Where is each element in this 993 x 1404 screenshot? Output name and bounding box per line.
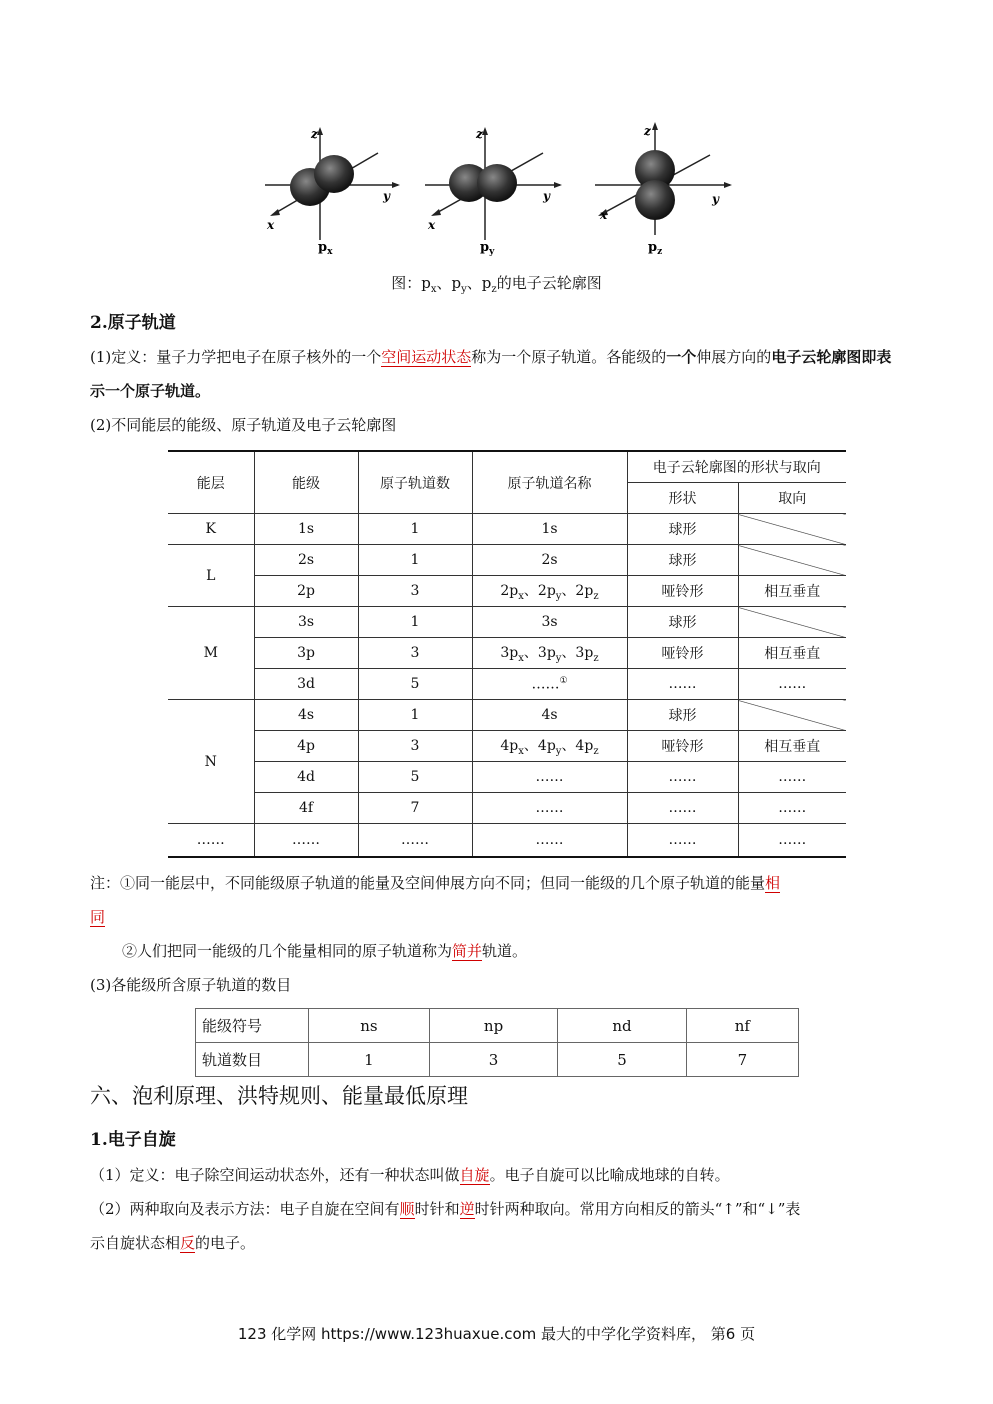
header-cloud: 电子云轮廓图的形状与取向	[627, 451, 846, 483]
page-footer: 123 化学网 https://www.123huaxue.com 最大的中学化学资料库， 第6 页	[237, 1325, 756, 1343]
pz-label: $p_z$	[648, 240, 663, 257]
orbital-table	[168, 450, 846, 858]
svg-text:z: z	[644, 124, 651, 138]
table-row: 能级符号 ns np nd nf	[196, 1009, 799, 1043]
svg-text:z: z	[311, 127, 318, 141]
spin-orientation: （2）两种取向及表示方法：电子自旋在空间有顺时针和逆时针两种取向。常用方向相反的箭头“↑”和“↓”表 示自旋状态相反的电子。	[90, 1200, 801, 1252]
table-row: M 3s 1 3s 球形	[168, 607, 846, 638]
header-orbital-count: 原子轨道数	[358, 451, 472, 514]
svg-text:x: x	[428, 218, 436, 232]
table-row: 3d 5 ……① …… ……	[168, 669, 846, 700]
svg-text:z: z	[476, 127, 483, 141]
header-shape: 形状	[627, 483, 738, 514]
px-diagram	[265, 127, 400, 257]
subsection-3-heading: (3)各能级所含原子轨道的数目	[90, 976, 292, 994]
py-diagram	[425, 127, 562, 257]
note-paragraph: 注：①同一能层中，不同能级原子轨道的能量及空间伸展方向不同；但同一能级的几个原子轨道的能量相 同	[90, 874, 781, 926]
table-row: 轨道数目 1 3 5 7	[196, 1043, 799, 1077]
svg-text:x: x	[600, 208, 608, 222]
header-orientation: 取向	[738, 483, 846, 514]
svg-text:x: x	[267, 218, 275, 232]
note-line-2: ②人们把同一能级的几个能量相同的原子轨道称为简并轨道。	[122, 942, 528, 960]
spin-subtitle: 1.电子自旋	[90, 1130, 176, 1150]
header-shell: 能层	[168, 451, 254, 514]
header-orbital-name: 原子轨道名称	[472, 451, 627, 514]
subsection-2-heading: (2)不同能层的能级、原子轨道及电子云轮廓图	[90, 416, 397, 434]
table-row: 4d 5 …… …… ……	[168, 762, 846, 793]
section-6-title: 六、泡利原理、洪特规则、能量最低原理	[90, 1084, 468, 1108]
p-orbital-figure	[260, 115, 740, 265]
header-sublevel: 能级	[254, 451, 358, 514]
table-row: 4f 7 …… …… ……	[168, 793, 846, 824]
section-2-title: 2.原子轨道	[90, 313, 176, 333]
table-row: 4p 3 $4p_x$、$4p_y$、$4p_z$ 哑铃形 相互垂直	[168, 731, 846, 762]
svg-text:y: y	[543, 189, 550, 203]
orbital-count-table	[195, 1008, 799, 1077]
table-row: 2p 3 $2p_x$、$2p_y$、$2p_z$ 哑铃形 相互垂直	[168, 576, 846, 607]
table-row: N 4s 1 4s 球形	[168, 700, 846, 731]
table-row: L 2s 1 2s 球形	[168, 545, 846, 576]
svg-text:y: y	[712, 192, 719, 206]
px-label: $p_x$	[318, 240, 333, 257]
py-label: $p_y$	[480, 240, 495, 257]
table-row: K 1s 1 1s 球形	[168, 514, 846, 545]
spin-definition: （1）定义：电子除空间运动状态外，还有一种状态叫做自旋。电子自旋可以比喻成地球的自转。	[90, 1166, 730, 1184]
definition-paragraph: (1)定义：量子力学把电子在原子核外的一个空间运动状态称为一个原子轨道。各能级的一个伸展方向的电子云轮廓图即表示一个原子轨道。	[90, 348, 892, 400]
table-row: …… …… …… …… …… ……	[168, 824, 846, 858]
pz-diagram	[595, 122, 732, 257]
svg-text:y: y	[383, 189, 390, 203]
figure-caption: 图：$p_x$、$p_y$、$p_z$的电子云轮廓图	[391, 274, 602, 295]
table-row: 3p 3 $3p_x$、$3p_y$、$3p_z$ 哑铃形 相互垂直	[168, 638, 846, 669]
